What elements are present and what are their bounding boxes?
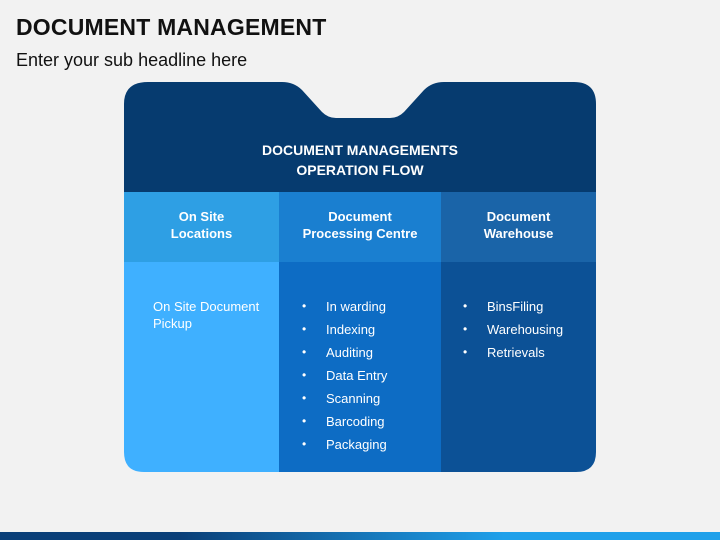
folder-header-line2: OPERATION FLOW [296,162,424,178]
list-item: • Data Entry [302,368,388,383]
col3-heading-line2: Warehouse [483,226,554,241]
col1-body-line2: Pickup [153,316,193,331]
bullet-icon: • [302,322,307,336]
bullet-icon: • [302,437,307,451]
col3-body [463,298,593,367]
list-item: • Packaging [302,437,387,452]
bullet-icon: • [463,345,468,359]
page-subtitle: Enter your sub headline here [16,50,248,70]
list-item: • BinsFiling [463,299,544,314]
list-item: • Warehousing [463,322,564,337]
list-item: • Retrievals [463,345,545,360]
col1-body [153,298,273,332]
bullet-icon: • [302,391,307,405]
col3-heading-line1: Document [486,209,551,224]
col1-heading-line2: Locations [170,226,233,241]
bullet-icon: • [302,345,307,359]
list-item: • In warding [302,299,386,314]
bullet-icon: • [302,299,307,313]
bullet-icon: • [463,299,468,313]
col1-heading [124,208,279,242]
col3-body-bg [441,262,596,472]
folder-header-line1: DOCUMENT MANAGEMENTS [262,142,458,158]
col3-heading [441,208,596,242]
col2-heading-line2: Processing Centre [302,226,418,241]
list-item: • Scanning [302,391,381,406]
list-item: • Barcoding [302,414,385,429]
list-item: • Indexing [302,322,376,337]
col1-heading-line1: On Site [178,209,225,224]
footer-gradient-bar [0,532,720,540]
bullet-icon: • [463,322,468,336]
col2-heading-line1: Document [328,209,392,224]
col2-heading [279,208,441,242]
col1-body-line1: On Site Document [153,299,260,314]
col2-list [302,298,437,459]
bullet-icon: • [302,368,307,382]
col1-body-bg [124,262,279,472]
bullet-icon: • [302,414,307,428]
folder-header-text [124,140,596,180]
col2-body [302,298,437,459]
col3-list [463,298,593,367]
list-item: • Auditing [302,345,373,360]
page-title: DOCUMENT MANAGEMENT [16,14,327,40]
